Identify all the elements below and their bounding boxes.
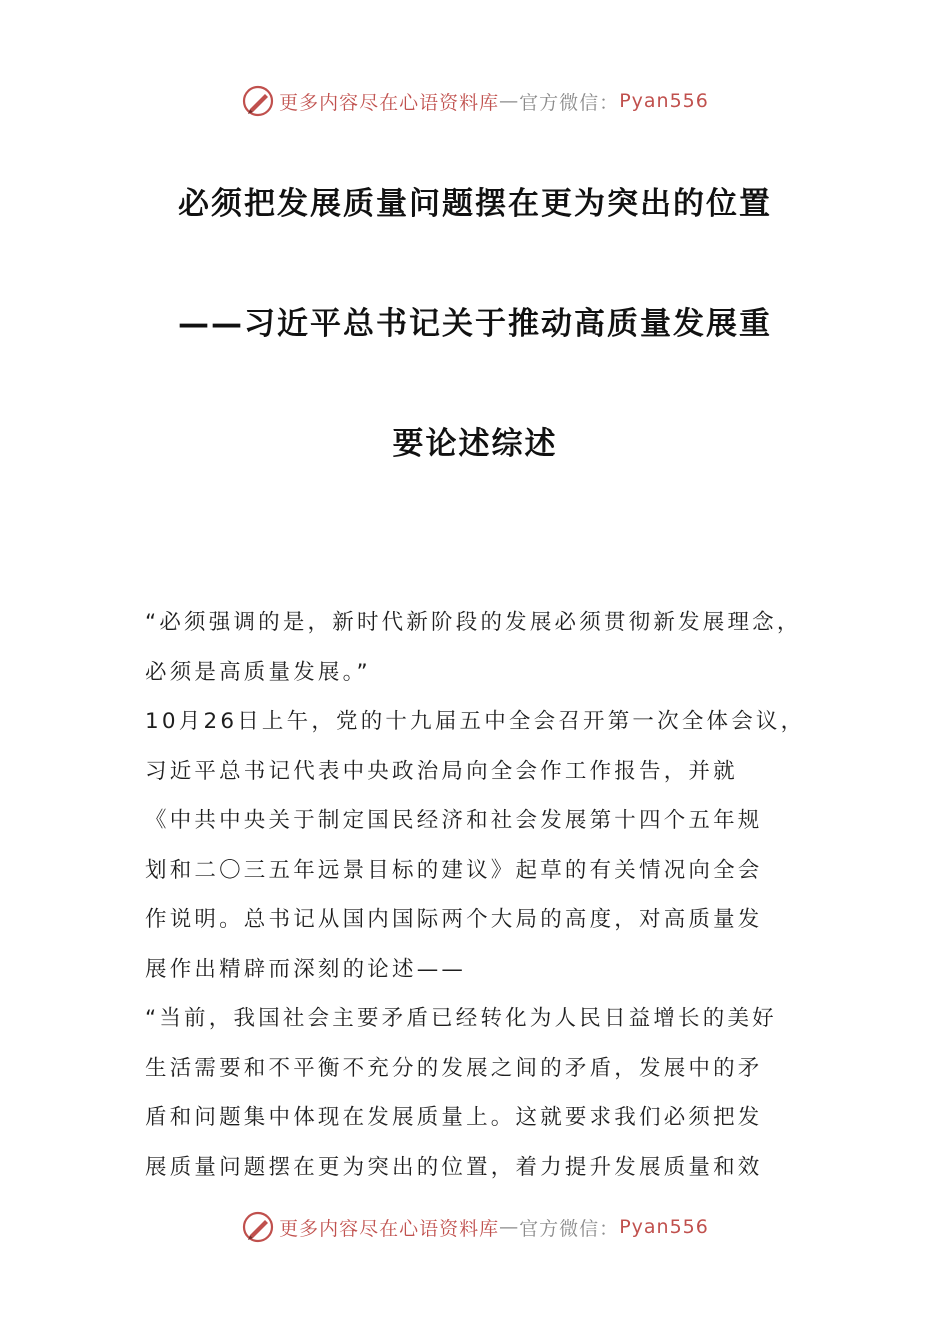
body-line: “当前，我国社会主要矛盾已经转化为人民日益增长的美好 bbox=[145, 1006, 777, 1031]
document-body bbox=[145, 598, 810, 1192]
document-title-line-1: 必须把发展质量问题摆在更为突出的位置 bbox=[178, 186, 772, 222]
pen-logo-icon bbox=[241, 1210, 275, 1244]
banner-wechat-id: Pyan556 bbox=[619, 90, 709, 112]
banner-wechat-id: Pyan556 bbox=[619, 1216, 709, 1238]
banner-library-text: 更多内容尽在心语资料库 bbox=[279, 91, 500, 114]
pen-logo-icon bbox=[241, 84, 275, 118]
banner-wechat-label: 官方微信： bbox=[519, 91, 620, 114]
banner-library-text: 更多内容尽在心语资料库 bbox=[279, 1217, 500, 1240]
banner-dash: — bbox=[499, 1216, 520, 1238]
body-line: 10月26日上午，党的十九届五中全会召开第一次全体会议， bbox=[145, 709, 806, 734]
body-line: “必须强调的是，新时代新阶段的发展必须贯彻新发展理念， bbox=[145, 610, 802, 635]
body-line: 生活需要和不平衡不充分的发展之间的矛盾，发展中的矛 bbox=[145, 1055, 763, 1081]
body-line: 《中共中央关于制定国民经济和社会发展第十四个五年规 bbox=[145, 808, 763, 833]
document-title-line-3: 要论述综述 bbox=[392, 426, 558, 462]
body-line: 盾和问题集中体现在发展质量上。这就要求我们必须把发 bbox=[145, 1105, 763, 1130]
body-line: 作说明。总书记从国内国际两个大局的高度，对高质量发 bbox=[145, 907, 763, 932]
body-line: 展作出精辟而深刻的论述—— bbox=[145, 956, 467, 982]
footer-watermark-banner bbox=[0, 1210, 950, 1244]
banner-wechat-label: 官方微信： bbox=[519, 1217, 620, 1240]
body-line: 展质量问题摆在更为突出的位置，着力提升发展质量和效 bbox=[145, 1154, 763, 1180]
document-title-line-2: ——习近平总书记关于推动高质量发展重 bbox=[178, 306, 772, 342]
banner-dash: — bbox=[499, 90, 520, 112]
body-line: 必须是高质量发展。” bbox=[145, 659, 371, 685]
body-line: 划和二〇三五年远景目标的建议》起草的有关情况向全会 bbox=[145, 857, 763, 883]
header-watermark-banner bbox=[0, 84, 950, 118]
body-line: 习近平总书记代表中央政治局向全会作工作报告，并就 bbox=[145, 758, 738, 784]
